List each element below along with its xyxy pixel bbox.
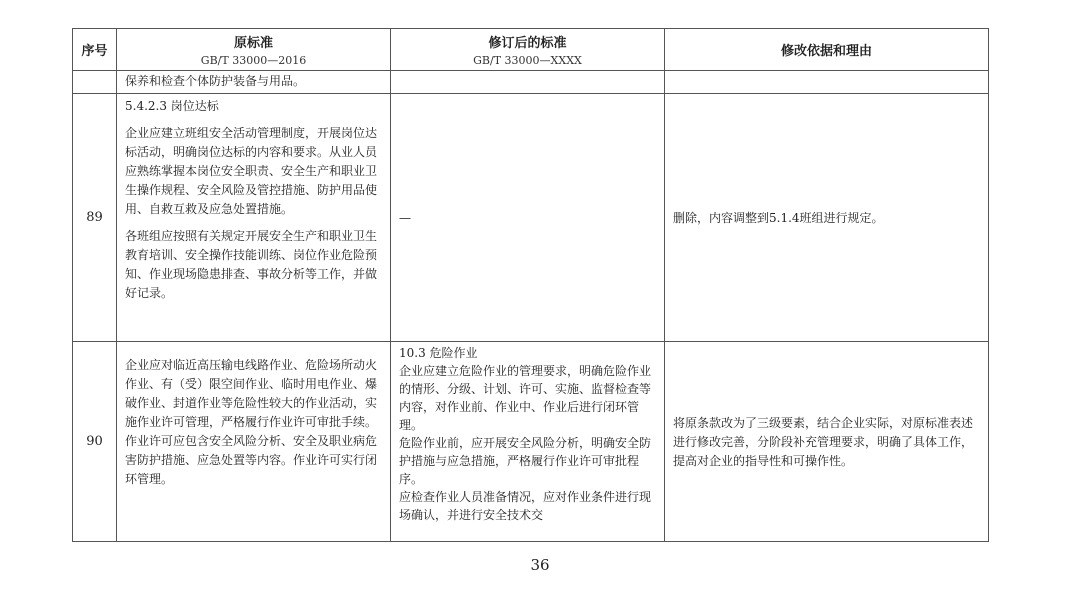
original-cell xyxy=(117,342,391,542)
cell-text: 10.3 危险作业 xyxy=(399,346,478,360)
cell-text: 将原条款改为了三级要素，结合企业实际，对原标准表述进行修改完善，分阶段补充管理要求，明确了具体工作，提高对企业的指导性和可操作性。 xyxy=(673,415,974,468)
revised-std-code: GB/T 33000—XXXX xyxy=(473,54,582,67)
cell-text: 删除，内容调整到5.1.4班组进行规定。 xyxy=(673,210,884,225)
table-row xyxy=(73,71,989,94)
header-no: 序号 xyxy=(73,29,117,71)
cell-text: 企业应对临近高压输电线路作业、危险场所动火作业、有（受）限空间作业、临时用电作业、爆破作业、封道作业等危险性较大的作业活动，实施作业许可管理，严格履行作业许可审批手续。作业许可应包含安全风险分析、安全及职业病危害防护措施、应急处置等内容。作业许可实行闭环管理。 xyxy=(125,358,378,486)
reason-cell xyxy=(665,342,989,542)
original-cell xyxy=(117,71,391,94)
cell-text: 企业应建立班组安全活动管理制度，开展岗位达标活动，明确岗位达标的内容和要求。从业人员应熟练掌握本岗位安全职责、安全生产和职业卫生操作规程、安全风险及管控措施、防护用品使用、自救互救及应急处置措施。 xyxy=(125,126,378,216)
table-row xyxy=(73,342,989,542)
page-number: 36 xyxy=(530,556,550,574)
row-number: 89 xyxy=(73,94,117,342)
header-revised: 修订后的标准 GB/T 33000—XXXX xyxy=(391,29,665,71)
original-cell xyxy=(117,94,391,342)
row-number: 90 xyxy=(73,342,117,542)
row-number xyxy=(73,71,117,94)
cell-text: 企业应建立危险作业的管理要求，明确危险作业的情形、分级、计划、许可、实施、监督检查等内容，对作业前、作业中、作业后进行闭环管理。 xyxy=(399,364,652,432)
revised-cell xyxy=(391,342,665,542)
cell-text: — xyxy=(399,210,411,225)
header-row xyxy=(73,29,989,71)
revised-cell xyxy=(391,94,665,342)
reason-cell xyxy=(665,94,989,342)
header-original: 原标准 GB/T 33000—2016 xyxy=(117,29,391,71)
reason-cell xyxy=(665,71,989,94)
revised-cell xyxy=(391,71,665,94)
table-row xyxy=(73,94,989,342)
comparison-table xyxy=(72,28,989,542)
cell-text: 危险作业前，应开展安全风险分析，明确安全防护措施与应急措施，严格履行作业许可审批程序。 xyxy=(399,436,652,486)
cell-text: 保养和检查个体防护装备与用品。 xyxy=(125,74,306,88)
header-reason: 修改依据和理由 xyxy=(665,29,989,71)
cell-text: 5.4.2.3 岗位达标 xyxy=(125,99,219,113)
cell-text: 应检查作业人员准备情况，应对作业条件进行现场确认，并进行安全技术交 xyxy=(399,490,652,522)
cell-text: 各班组应按照有关规定开展安全生产和职业卫生教育培训、安全操作技能训练、岗位作业危险预知、作业现场隐患排查、事故分析等工作，并做好记录。 xyxy=(125,229,378,300)
original-std-code: GB/T 33000—2016 xyxy=(200,54,307,67)
